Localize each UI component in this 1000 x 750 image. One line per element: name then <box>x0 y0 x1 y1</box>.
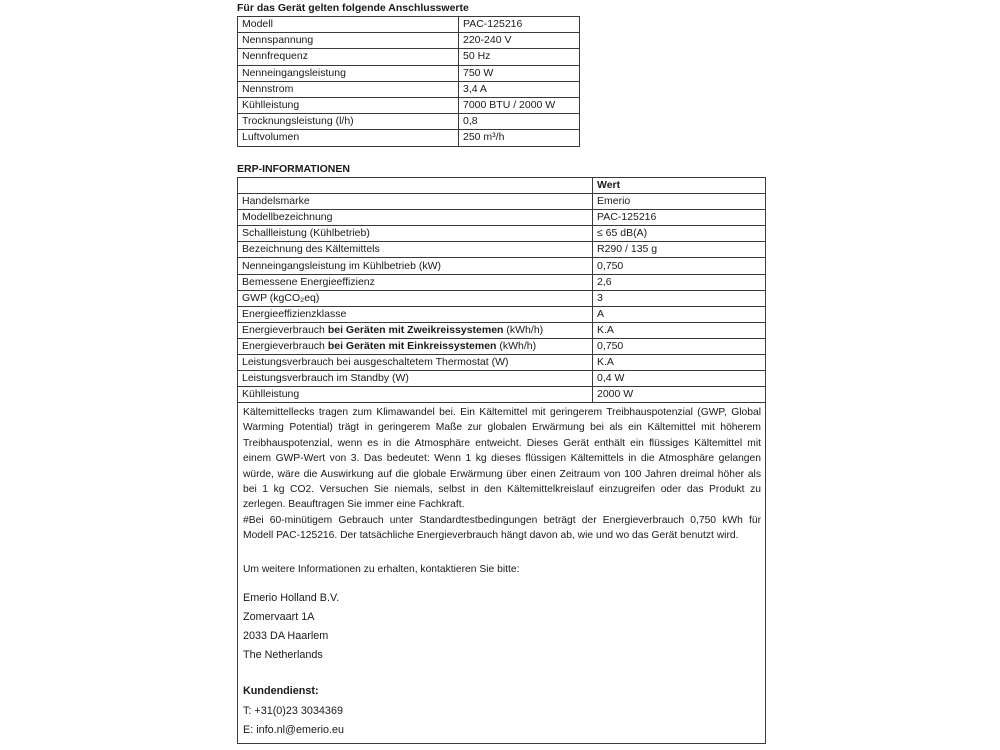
city: 2033 DA Haarlem <box>243 630 329 643</box>
connection-table <box>237 16 580 147</box>
table-cell-label: Handelsmarke <box>238 194 593 210</box>
table-cell-value: 0,750 <box>593 338 766 354</box>
table-cell-label: Leistungsverbrauch im Standby (W) <box>238 371 593 387</box>
table-row <box>238 17 580 33</box>
table-row <box>238 194 766 210</box>
table-cell-label: Trocknungsleistung (l/h) <box>238 114 459 130</box>
table-cell-label: Modell <box>238 17 459 33</box>
table-cell-value: ≤ 65 dB(A) <box>593 226 766 242</box>
table-cell-value: K.A <box>593 355 766 371</box>
table-header-row <box>238 178 766 194</box>
table-row <box>238 81 580 97</box>
table-row <box>238 226 766 242</box>
customer-service <box>243 682 761 740</box>
contact-intro: Um weitere Informationen zu erhalten, kontaktieren Sie bitte: <box>243 563 520 575</box>
table-cell-value: Emerio <box>593 194 766 210</box>
table-row <box>238 49 580 65</box>
table-cell-value: 2000 W <box>593 387 766 403</box>
table-cell-value: 2,6 <box>593 274 766 290</box>
table-cell-value: 0,8 <box>459 114 580 130</box>
table-cell-label: GWP (kgCO₂eq) <box>238 290 593 306</box>
table-cell-label: Modellbezeichnung <box>238 210 593 226</box>
table-row <box>238 290 766 306</box>
label-text: Energieverbrauch <box>242 323 328 336</box>
table-cell-value: 750 W <box>459 65 580 81</box>
table-cell-label: Kühlleistung <box>238 97 459 113</box>
table-cell-value: 250 m³/h <box>459 130 580 146</box>
table-row <box>238 210 766 226</box>
erp-table <box>237 177 766 403</box>
table-cell-value: R290 / 135 g <box>593 242 766 258</box>
country: The Netherlands <box>243 649 323 662</box>
table-cell-label: Nennfrequenz <box>238 49 459 65</box>
label-text: (kWh/h) <box>496 339 537 352</box>
erp-heading: ERP-INFORMATIONEN <box>237 163 350 175</box>
table-cell-value: 3 <box>593 290 766 306</box>
table-cell-label: Leistungsverbrauch bei ausgeschaltetem Thermostat (W) <box>238 355 593 371</box>
table-cell-label: Luftvolumen <box>238 130 459 146</box>
customer-service-title: Kundendienst: <box>243 685 319 698</box>
email: E: info.nl@emerio.eu <box>243 723 344 736</box>
table-cell-label: Bemessene Energieeffizienz <box>238 274 593 290</box>
table-cell-label: Nenneingangsleistung <box>238 65 459 81</box>
table-cell-value: 7000 BTU / 2000 W <box>459 97 580 113</box>
table-cell-label: Nennstrom <box>238 81 459 97</box>
table-cell-label: Kühlleistung <box>238 387 593 403</box>
phone: T: +31(0)23 3034369 <box>243 704 343 717</box>
table-row <box>238 33 580 49</box>
table-header-empty <box>238 178 593 194</box>
table-cell-label: Energieeffizienzklasse <box>238 306 593 322</box>
table-row <box>238 114 580 130</box>
table-row <box>238 322 766 338</box>
table-row <box>238 274 766 290</box>
label-text: (kWh/h) <box>503 323 544 336</box>
info-box <box>237 402 766 744</box>
connection-heading: Für das Gerät gelten folgende Anschlusswerte <box>237 2 469 14</box>
table-row <box>238 130 580 146</box>
table-cell-value: PAC-125216 <box>593 210 766 226</box>
table-row <box>238 371 766 387</box>
label-text: Energieverbrauch <box>242 339 328 352</box>
table-row <box>238 355 766 371</box>
table-cell-value: K.A <box>593 322 766 338</box>
label-emphasis: bei Geräten mit Einkreissystemen <box>327 339 497 352</box>
table-row <box>238 65 580 81</box>
refrigerant-notice: Kältemittellecks tragen zum Klimawandel bei. Ein Kältemittel mit geringerem Treibhauspotenzial (GWP, Global Warming Potential) trägt in geringerem Maße zur globalen Erwärmung bei als ein Kältemittel mit höherem Treibhauspotenzial, wenn es in die Atmosphäre entweicht. Dieses Gerät enthält ein flüssiges Kältemittel mit einem GWP-Wert von 3. Das bedeutet: Wenn 1 kg dieses flüssigen Kältemittels in die Atmosphäre gelangen würde, wäre die Auswirkung auf die globale Erwärmung über einen Zeitraum von 100 Jahren dreimal höher als bei 1 kg CO2. Versuchen Sie niemals, selbst in den Kältemittelkreislauf einzugreifen oder das Produkt zu zerlegen. Beauftragen Sie immer eine Fachkraft. <box>243 407 761 511</box>
table-cell-value: 50 Hz <box>459 49 580 65</box>
table-row <box>238 338 766 354</box>
company-name: Emerio Holland B.V. <box>243 591 340 604</box>
table-cell-value: 3,4 A <box>459 81 580 97</box>
table-cell-value: 220-240 V <box>459 33 580 49</box>
street: Zomervaart 1A <box>243 610 315 623</box>
table-cell-label <box>238 322 593 338</box>
table-row <box>238 387 766 403</box>
energy-footnote: #Bei 60-minütigem Gebrauch unter Standardtestbedingungen beträgt der Energieverbrauch 0,750 kWh für Modell PAC-125216. Der tatsächliche Energieverbrauch hängt davon ab, wie und wo das Gerät benutzt wird. <box>243 514 761 542</box>
table-cell-label: Bezeichnung des Kältemittels <box>238 242 593 258</box>
table-cell-value: 0,750 <box>593 258 766 274</box>
table-cell-value: 0,4 W <box>593 371 766 387</box>
table-row <box>238 258 766 274</box>
label-emphasis: bei Geräten mit Zweikreissystemen <box>327 323 504 336</box>
table-row <box>238 242 766 258</box>
table-cell-value: A <box>593 306 766 322</box>
table-cell-value: PAC-125216 <box>459 17 580 33</box>
table-cell-label: Nenneingangsleistung im Kühlbetrieb (kW) <box>238 258 593 274</box>
table-cell-label <box>238 338 593 354</box>
table-cell-label: Schallleistung (Kühlbetrieb) <box>238 226 593 242</box>
value-column-header: Wert <box>593 178 766 194</box>
table-cell-label: Nennspannung <box>238 33 459 49</box>
table-row <box>238 97 580 113</box>
company-address <box>243 589 761 666</box>
table-row <box>238 306 766 322</box>
